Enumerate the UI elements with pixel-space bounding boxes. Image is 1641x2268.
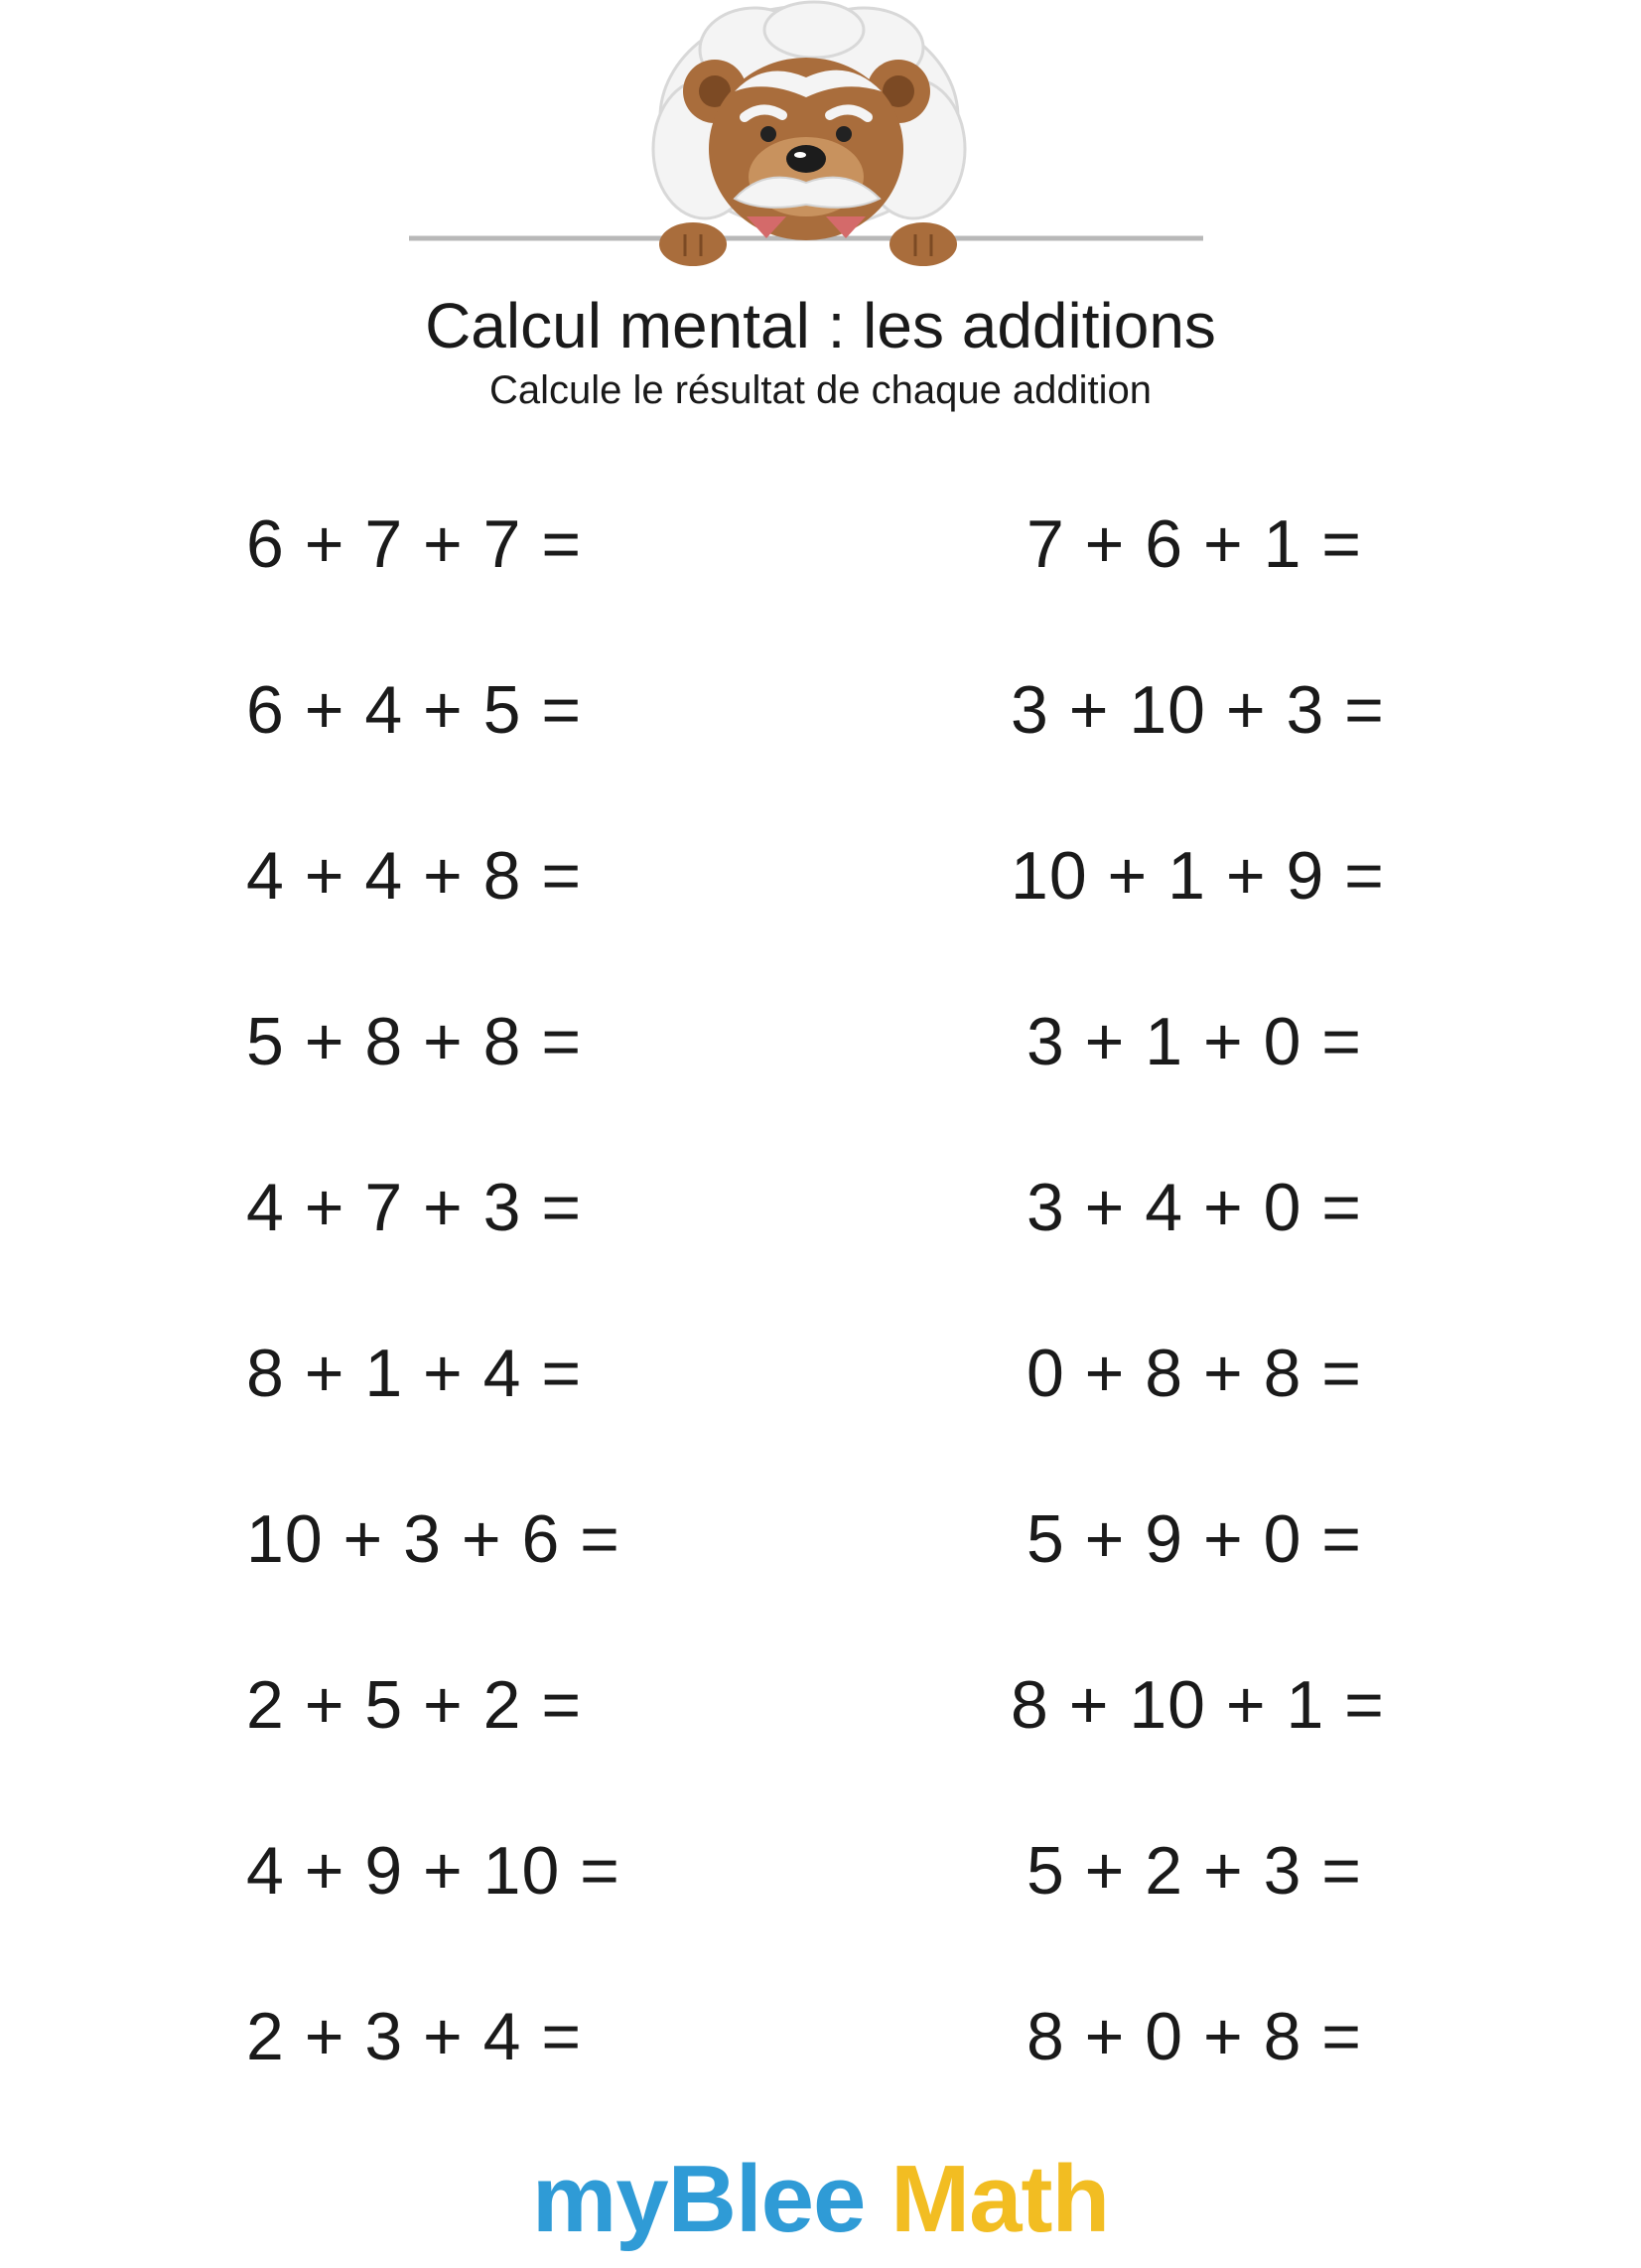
exercise-row	[0, 1140, 1641, 1306]
exercise-right: 0 + 8 + 8 =	[1026, 1336, 1363, 1411]
logo-my: my	[531, 2146, 668, 2252]
exercise-right: 5 + 2 + 3 =	[1026, 1833, 1363, 1909]
exercise-right: 7 + 6 + 1 =	[1026, 506, 1363, 582]
brand-logo	[0, 2145, 1641, 2254]
exercise-left: 8 + 1 + 4 =	[246, 1336, 583, 1411]
exercise-left: 4 + 4 + 8 =	[246, 838, 583, 914]
logo-math: Math	[890, 2146, 1110, 2252]
exercise-left: 4 + 7 + 3 =	[246, 1170, 583, 1245]
bear-mascot-icon	[397, 0, 1231, 278]
exercise-row	[0, 974, 1641, 1140]
exercise-grid	[0, 477, 1641, 2135]
exercise-row	[0, 477, 1641, 642]
exercise-left: 6 + 4 + 5 =	[246, 672, 583, 748]
exercise-left: 5 + 8 + 8 =	[246, 1004, 583, 1079]
mascot-header	[0, 0, 1641, 278]
exercise-row	[0, 642, 1641, 808]
exercise-right: 8 + 0 + 8 =	[1026, 1999, 1363, 2074]
exercise-right: 10 + 1 + 9 =	[1011, 838, 1385, 914]
exercise-row	[0, 1637, 1641, 1803]
exercise-left: 10 + 3 + 6 =	[246, 1501, 620, 1577]
exercise-row	[0, 808, 1641, 974]
page-title: Calcul mental : les additions	[425, 290, 1216, 361]
exercise-left: 6 + 7 + 7 =	[246, 506, 583, 582]
page-subtitle: Calcule le résultat de chaque addition	[488, 368, 1153, 412]
exercise-left: 2 + 5 + 2 =	[246, 1667, 583, 1743]
exercise-row	[0, 1803, 1641, 1969]
exercise-left: 2 + 3 + 4 =	[246, 1999, 583, 2074]
exercise-right: 3 + 1 + 0 =	[1026, 1004, 1363, 1079]
exercise-row	[0, 1969, 1641, 2135]
exercise-left: 4 + 9 + 10 =	[246, 1833, 620, 1909]
exercise-right: 5 + 9 + 0 =	[1026, 1501, 1363, 1577]
exercise-right: 8 + 10 + 1 =	[1011, 1667, 1385, 1743]
logo-blee: Blee	[667, 2146, 866, 2252]
exercise-row	[0, 1472, 1641, 1637]
exercise-row	[0, 1306, 1641, 1472]
exercise-right: 3 + 4 + 0 =	[1026, 1170, 1363, 1245]
exercise-right: 3 + 10 + 3 =	[1011, 672, 1385, 748]
